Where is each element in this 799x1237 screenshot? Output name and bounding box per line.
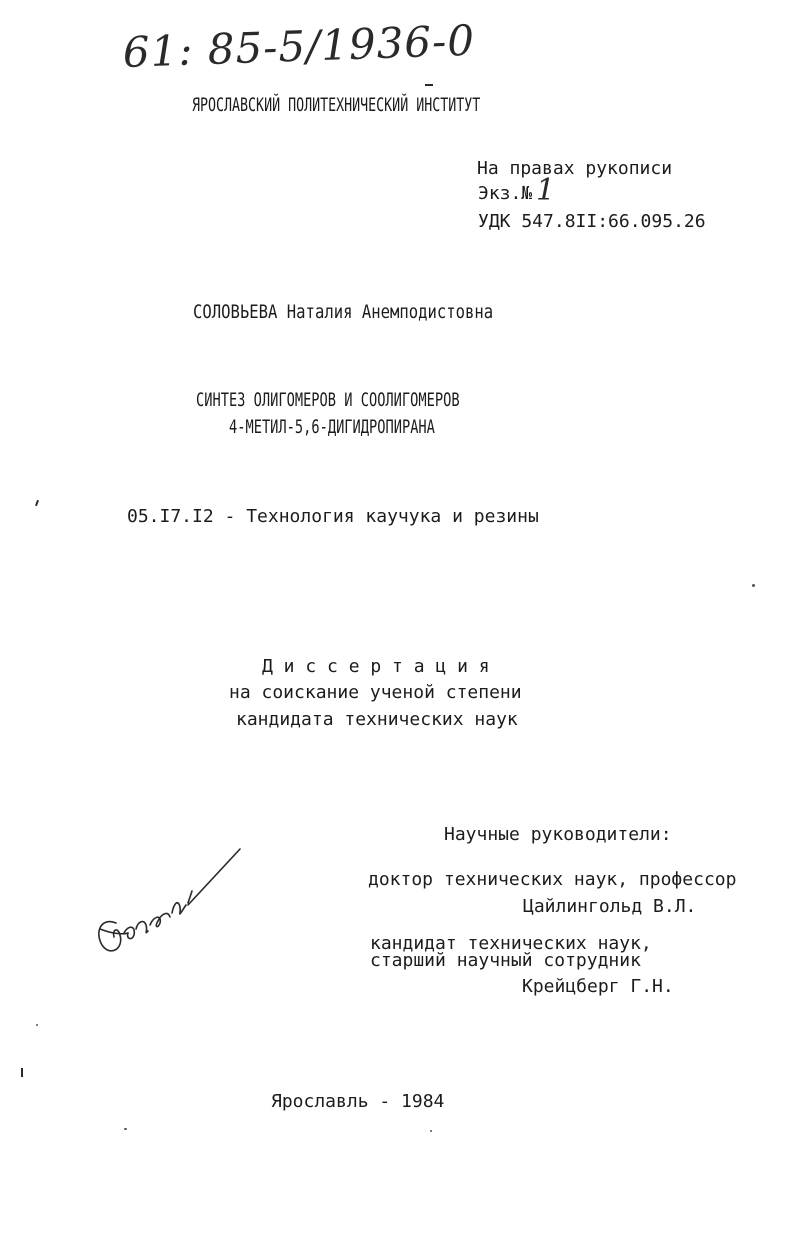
scan-mark (425, 84, 433, 86)
scan-speck (36, 1024, 38, 1026)
archive-code: 61: 85-5/1936-0 (122, 15, 476, 77)
institute-name: ЯРОСЛАВСКИЙ ПОЛИТЕХНИЧЕСКИЙ ИНСТИТУТ (192, 94, 481, 116)
supervisor-2-name: Крейцберг Г.Н. (522, 976, 674, 997)
city-year: Ярославль - 1984 (271, 1091, 445, 1112)
author-name: СОЛОВЬЕВА Наталия Анемподистовна (193, 301, 494, 323)
supervisor-2-title-line1: кандидат технических наук, (370, 933, 652, 954)
degree-line: на соискание ученой степени (229, 682, 522, 703)
scan-mark (21, 1068, 23, 1077)
udc-code: УДК 547.8II:66.095.26 (478, 211, 706, 232)
supervisor-1-name: Цайлингольд В.Л. (523, 896, 697, 917)
document-type: Д и с с е р т а ц и я (262, 656, 490, 677)
thesis-title-line2: 4-МЕТИЛ-5,6-ДИГИДРОПИРАНА (229, 416, 435, 438)
copy-label: Экз.№ (478, 183, 533, 204)
manuscript-rights: На правах рукописи (477, 158, 673, 179)
degree-field: кандидата технических наук (236, 709, 518, 730)
supervisor-1-title: доктор технических наук, профессор (368, 869, 737, 890)
scan-speck (752, 584, 755, 587)
scan-speck (124, 1128, 127, 1130)
supervisors-heading: Научные руководители: (444, 824, 672, 845)
thesis-title-line1: СИНТЕЗ ОЛИГОМЕРОВ И СООЛИГОМЕРОВ (196, 389, 460, 411)
handwritten-signature (88, 845, 248, 965)
copy-number: 1 (536, 173, 556, 208)
specialty-code: 05.I7.I2 - Технология каучука и резины (127, 506, 539, 527)
scan-speck (430, 1130, 432, 1132)
supervisor-2-title-line2: старший научный сотрудник (370, 950, 641, 971)
scan-mark (35, 500, 39, 506)
